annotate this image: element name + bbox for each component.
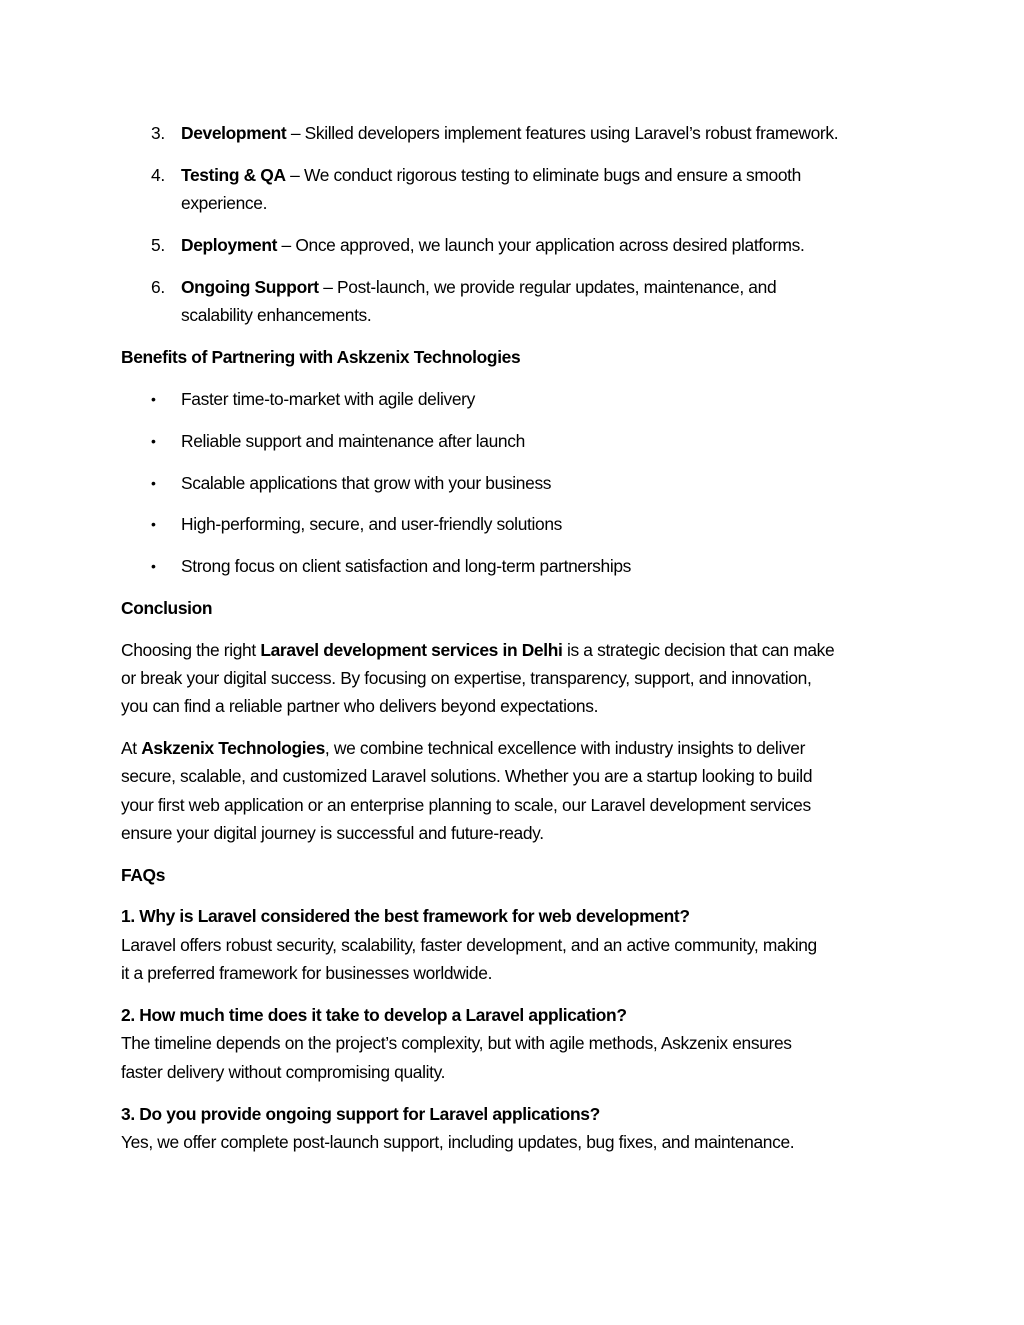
- company-name: Askzenix Technologies: [141, 738, 325, 758]
- step-description: Post-launch, we provide regular updates, maintenance, and: [337, 277, 777, 297]
- faq-question: 1. Why is Laravel considered the best framework for web development?: [121, 906, 690, 926]
- faq-answer: it a preferred framework for businesses worldwide.: [121, 963, 493, 983]
- step-title: Testing & QA: [181, 165, 286, 185]
- list-number: 5.: [151, 235, 165, 255]
- faqs-heading: FAQs: [121, 865, 166, 885]
- faq-answer: Laravel offers robust security, scalability, faster development, and an active community, making: [121, 935, 817, 955]
- list-number: 3.: [151, 123, 165, 143]
- bullet-icon: •: [151, 433, 156, 449]
- benefit-text: Faster time-to-market with agile delivery: [181, 389, 475, 409]
- step-description: Skilled developers implement features using Laravel’s robust framework.: [304, 123, 839, 143]
- faq-answer: The timeline depends on the project’s complexity, but with agile methods, Askzenix ensures: [121, 1033, 792, 1053]
- bullet-icon: •: [151, 516, 156, 532]
- step-description: We conduct rigorous testing to eliminate bugs and ensure a smooth: [303, 165, 801, 185]
- highlight-text: Laravel development services in Delhi: [260, 640, 563, 660]
- list-number: 4.: [151, 165, 165, 185]
- step-title: Deployment: [181, 235, 278, 255]
- step-title: Ongoing Support: [181, 277, 319, 297]
- benefit-text: Reliable support and maintenance after launch: [181, 431, 525, 451]
- faq-answer: Yes, we offer complete post-launch support, including updates, bug fixes, and maintenance.: [121, 1132, 795, 1152]
- faq-answer: faster delivery without compromising quality.: [121, 1062, 446, 1082]
- faq-question: 2. How much time does it take to develop a Laravel application?: [121, 1005, 627, 1025]
- step-description: Once approved, we launch your application across desired platforms.: [295, 235, 805, 255]
- step-title: Development: [181, 123, 287, 143]
- step-description-continued: experience.: [181, 193, 268, 213]
- benefit-text: High-performing, secure, and user-friendly solutions: [181, 514, 563, 534]
- benefits-heading: Benefits of Partnering with Askzenix Technologies: [121, 347, 521, 367]
- bullet-icon: •: [151, 391, 156, 407]
- step-description-continued: scalability enhancements.: [181, 305, 372, 325]
- list-number: 6.: [151, 277, 165, 297]
- bullet-icon: •: [151, 475, 156, 491]
- benefit-text: Strong focus on client satisfaction and long-term partnerships: [181, 556, 632, 576]
- faq-question: 3. Do you provide ongoing support for Laravel applications?: [121, 1104, 600, 1124]
- bullet-icon: •: [151, 558, 156, 574]
- conclusion-heading: Conclusion: [121, 598, 213, 618]
- benefit-text: Scalable applications that grow with your business: [181, 473, 552, 493]
